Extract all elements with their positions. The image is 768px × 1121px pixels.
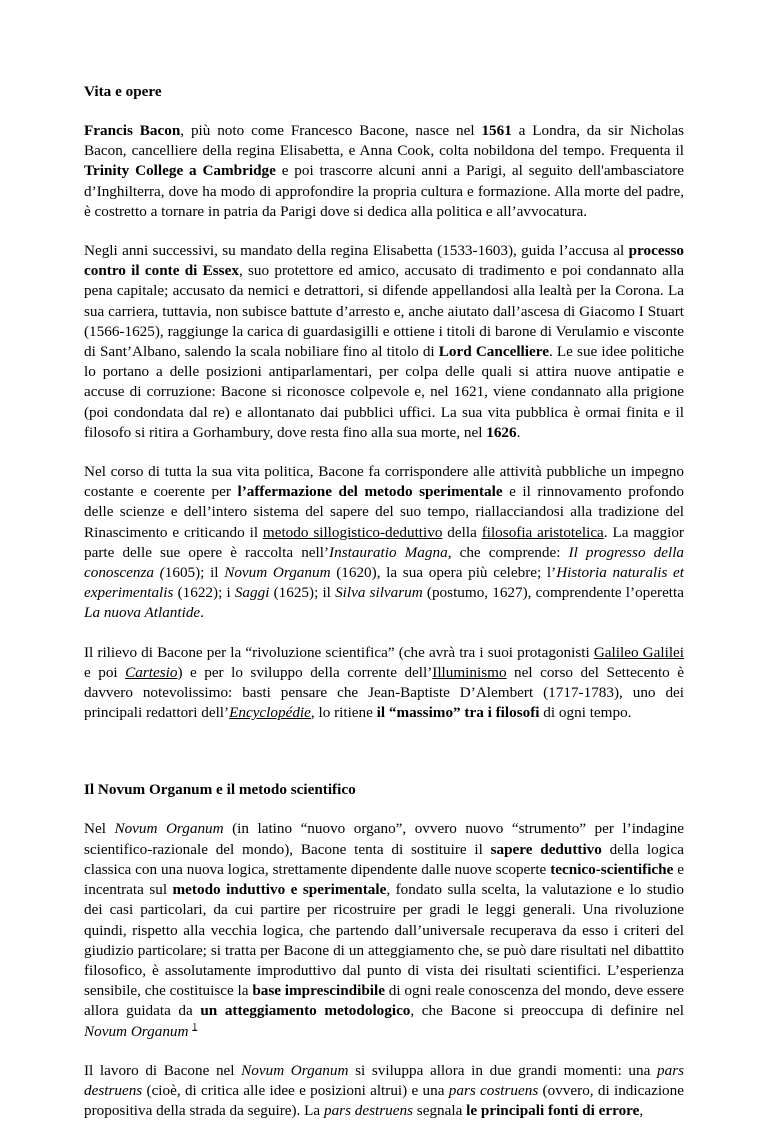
text-run: Negli anni successivi, su mandato della regina Elisabetta (1533-1603), guida l’accusa al	[84, 242, 629, 260]
text-run: il “massimo” tra i filosofi	[376, 704, 540, 722]
text-run: e il rinnovamento profondo delle scienze e dell’intero sistema del sapere del suo tempo, riallacciandosi alla tradizione del Rinascimento e criticando il	[84, 483, 684, 541]
text-run: Historia naturalis et experimentalis	[84, 564, 684, 602]
text-run: ) e per lo sviluppo della corrente dell’	[177, 663, 433, 681]
text-link[interactable]: Galileo Galilei	[593, 643, 685, 661]
text-run: .	[200, 604, 204, 622]
text-run: sapere deduttivo	[490, 840, 602, 858]
text-run: pars costruens	[448, 1081, 539, 1099]
text-run: Novum Organum	[84, 1022, 189, 1040]
text-link[interactable]: Illuminismo	[432, 663, 507, 681]
text-run: 1605); il	[164, 564, 225, 582]
paragraph-novum-organum-intro	[84, 819, 684, 1041]
paragraph-political-career	[84, 241, 684, 443]
text-run: processo contro il conte di Essex	[84, 242, 684, 280]
text-run: (cioè, di critica alle idee e posizioni altrui) e una	[142, 1081, 449, 1099]
text-run: Novum Organum	[241, 1061, 349, 1079]
text-run: pars destruens	[323, 1102, 413, 1120]
text-run: (in latino “nuovo organo”, ovvero nuovo “strumento” per l’indagine scientifico-razionale del mondo), Bacone tenta di sostituire il	[84, 820, 685, 858]
text-run: pars destruens	[84, 1061, 685, 1099]
section-heading-novum-organum: Il Novum Organum e il metodo scientifico	[84, 781, 356, 799]
text-run: un atteggiamento metodologico	[200, 1002, 411, 1020]
text-run: e poi trascorre alcuni anni a Parigi, al seguito dell'ambasciatore d’Inghilterra, dove ha modo di approfondire la propria cultura e formazione. Alla morte del padre, è costretto a tornare in patria da Parigi dove si dedica alla politica e all’avvocatura.	[84, 162, 684, 220]
text-run: di ogni tempo.	[539, 704, 632, 722]
text-run: , che Bacone si preoccupa di definire nel	[410, 1002, 685, 1020]
text-run: Nel corso di tutta la sua vita politica, Bacone fa corrispondere alle attività pubbliche un impegno costante e coerente per	[84, 463, 684, 501]
text-run: , fondato sulla scelta, la valutazione e lo studio dei casi particolari, da cui partire per ricostruire per gradi le leggi generali. Una rivoluzione quindi, rispetto alla vecchia logica, che partendo dall’universale recuperava da esso i criteri del giudizio particolare; si tratta per Bacone di un atteggiamento che, se può dare risultati nel dibattito filosofico, è assolutamente improduttivo dal punto di vista dei risultati scientifici. L’esperienza sensibile, che costituisce la	[84, 881, 684, 1000]
text-run: tecnico-scientifiche	[550, 860, 674, 878]
document-page	[84, 82, 684, 1121]
text-run: La nuova Atlantide	[84, 604, 201, 622]
text-run: , lo ritiene	[310, 704, 377, 722]
text-link[interactable]: Encyclopédie	[229, 704, 311, 722]
paragraph-works	[84, 462, 684, 624]
section-heading-vita-e-opere: Vita e opere	[84, 83, 162, 100]
text-run: . Le sue idee politiche lo portano a delle posizioni antiparlamentari, per colpa delle quali si attira nuove antipatie e accuse di corruzione: Bacone si riconosce colpevole e, nel 1621, viene condannato alla prigione (poi condondata dal re) e allontanato dai pubblici uffici. La sua vita pubblica è ormai finita e il filosofo si ritira a Gorhambury, dove resta fino alla sua morte, nel	[84, 343, 684, 441]
text-run: , che comprende:	[447, 543, 569, 561]
text-run: (1620), la sua opera più celebre; l’	[330, 564, 557, 582]
text-run: Saggi	[234, 584, 270, 602]
text-run: e poi	[84, 663, 126, 681]
text-run: Il progresso della conoscenza (	[84, 543, 685, 582]
text-run: Novum Organum	[114, 820, 224, 838]
text-run: (1622); i	[173, 584, 235, 602]
text-run: e incentrata sul	[84, 860, 684, 899]
text-run: della logica classica con una nuova logica, strettamente dipendente dalle nuove scoperte	[84, 840, 684, 878]
text-run: .	[516, 423, 521, 441]
text-run: 1561	[481, 122, 512, 139]
text-run: Il lavoro di Bacone nel	[84, 1061, 242, 1079]
text-run: Silva silvarum	[335, 584, 423, 602]
text-run: , suo protettore ed amico, accusato di tradimento e poi condannato alla pena capitale; accusato da nemici e detrattori, si difende appellandosi alla lealtà per la Corona. La sua carriera, tuttavia, non subisce battute d’arresto e, anche aiutato dall’ascesa di Giacomo I Stuart (1566-1625), raggiunge la carica di guardasigilli e ottiene i titoli di barone di Verulamio e visconte di Sant’Albano, salendo la scala nobiliare fino al titolo di	[84, 262, 684, 361]
text-run: Il rilievo di Bacone per la “rivoluzione scientifica” (che avrà tra i suoi protagonisti	[84, 643, 594, 661]
text-run: le principali fonti di errore	[466, 1102, 640, 1120]
text-run: a Londra, da sir Nicholas Bacon, cancelliere della regina Elisabetta, e Anna Cook, colta nobildona del tempo. Frequenta il	[84, 122, 685, 160]
text-run: ,	[639, 1102, 644, 1120]
text-run: metodo induttivo e sperimentale	[172, 881, 387, 899]
text-run: di ogni reale conoscenza del mondo, deve essere allora guidata da	[84, 982, 684, 1020]
text-run: si sviluppa allora in due grandi momenti: una	[348, 1061, 657, 1079]
text-run: (ovvero, di indicazione propositiva della strada da seguire). La	[84, 1081, 684, 1120]
text-run: Lord Cancelliere	[438, 343, 549, 361]
text-link[interactable]: Cartesio	[125, 663, 178, 681]
text-run: Francis Bacon	[84, 122, 181, 139]
text-run: base imprescindibile	[252, 982, 385, 1000]
paragraph-biography-intro	[84, 121, 684, 222]
text-run: segnala	[413, 1102, 467, 1120]
text-run: , più noto come Francesco Bacone, nasce nel	[180, 122, 482, 139]
text-run: . La maggior parte delle sue opere è raccolta nell’	[84, 523, 684, 561]
paragraph-influence	[84, 643, 684, 724]
text-run: (1625); il	[269, 584, 336, 602]
text-run: 1626	[486, 423, 517, 441]
text-link[interactable]: filosofia aristotelica	[481, 523, 604, 541]
text-run: Nel	[84, 820, 115, 838]
footnote-link[interactable]: 1	[192, 1021, 198, 1033]
text-run: della	[442, 523, 482, 541]
paragraph-pars-destruens	[84, 1061, 684, 1121]
text-run: nel corso del Settecento è davvero notevolissimo: basti pensare che Jean-Baptiste D’Alembert (1717-1783), uno dei principali redattori dell’	[84, 663, 684, 722]
text-run: (postumo, 1627), comprendente l’operetta	[422, 584, 684, 602]
text-run: Trinity College a Cambridge	[84, 162, 276, 180]
text-run: Novum Organum	[224, 564, 331, 582]
text-link[interactable]: metodo sillogistico-deduttivo	[262, 523, 443, 541]
text-run: Instauratio Magna	[329, 543, 448, 561]
text-run: l’affermazione del metodo sperimentale	[237, 483, 503, 501]
